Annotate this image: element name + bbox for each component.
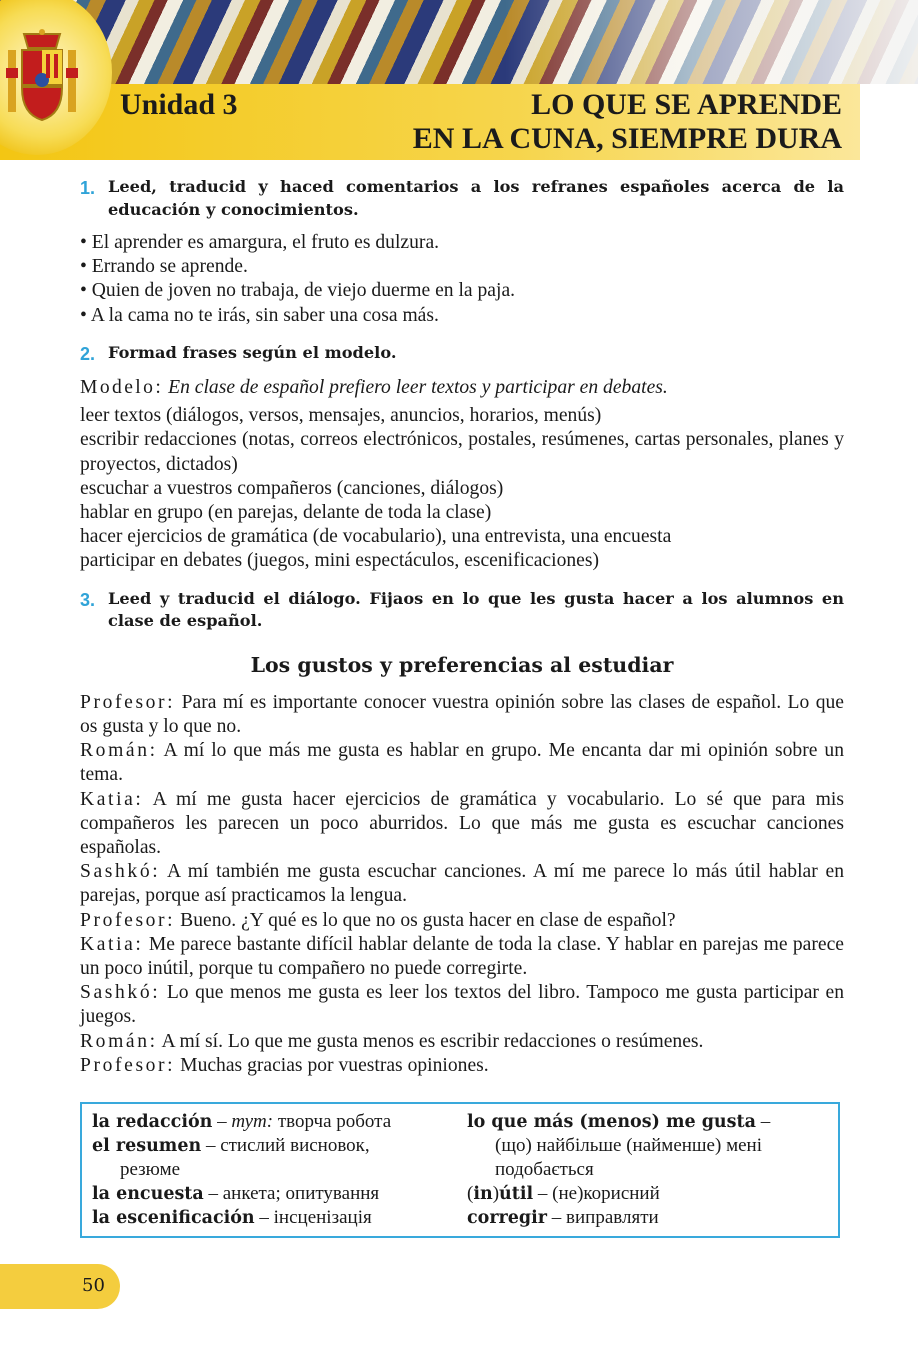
vocab-continuation: (що) найбільше (найменше) мені <box>495 1135 762 1156</box>
dialog-text: A mí también me gusta escuchar canciones. A mí me parece lo más útil hablar en parejas, porque así practicamos la lengua. <box>80 861 844 907</box>
speaker: Román: <box>80 1030 158 1052</box>
dialog-text: Lo que menos me gusta es leer los textos del libro. Tampoco me gusta participar en juegos. <box>80 982 844 1028</box>
vocab-definition: інсценізація <box>273 1207 372 1228</box>
vocab-term: útil <box>499 1184 534 1204</box>
speaker: Sashkó: <box>80 861 161 883</box>
proverb-item: • El aprender es amargura, el fruto es dulzura. <box>80 231 844 255</box>
vocab-entry <box>92 1134 453 1158</box>
dialog-line <box>80 1030 844 1054</box>
speaker: Profesor: <box>80 909 176 931</box>
vocab-definition: творча робота <box>273 1111 392 1132</box>
speaker: Sashkó: <box>80 982 161 1004</box>
vocab-term: lo que más (menos) me gusta <box>467 1112 756 1132</box>
model-text: En clase de español prefiero leer textos y participar en debates. <box>168 377 668 399</box>
page-number: 50 <box>82 1275 105 1296</box>
exercise-3 <box>80 588 844 633</box>
vocab-term: el resumen <box>92 1136 202 1156</box>
unit-title-line1: LO QUE SE APRENDE <box>531 88 842 121</box>
phrase-line: participar en debates (juegos, mini espectáculos, escenificaciones) <box>80 550 600 572</box>
phrase-line: leer textos (diálogos, versos, mensajes, anuncios, horarios, menús) <box>80 405 602 427</box>
vocab-term: corregir <box>467 1208 548 1228</box>
dialog-text: Para mí es importante conocer vuestra opinión sobre las clases de español. Lo que os gusta y lo que no. <box>80 691 844 738</box>
dialog-title: Los gustos y preferencias al estudiar <box>250 652 674 677</box>
vocab-entry <box>92 1206 453 1230</box>
vocab-paren: ) <box>492 1183 500 1204</box>
vocab-separator: – <box>212 1111 232 1132</box>
phrase-options <box>80 404 844 573</box>
vocab-definition: виправляти <box>566 1207 659 1228</box>
vocab-entry <box>467 1110 828 1134</box>
page-content <box>80 176 844 1078</box>
proverb-list <box>80 231 844 328</box>
vocab-definition: стислий висновок, <box>220 1135 370 1156</box>
speaker: Profesor: <box>80 1054 176 1076</box>
dialog-line <box>80 933 844 981</box>
vocabulary-column-right <box>453 1110 828 1236</box>
vocab-entry <box>92 1182 453 1206</box>
dialog-line <box>80 860 844 908</box>
dialog-text: Muchas gracias por vuestras opiniones. <box>180 1054 489 1076</box>
phrase-line: escribir redacciones (notas, correos electrónicos, postales, resúmenes, cartas personales, planes y proyectos, dictados) <box>80 429 844 475</box>
exercise-2 <box>80 342 844 366</box>
speaker: Román: <box>80 740 158 762</box>
exercise-number: 2. <box>80 343 96 364</box>
dialog-line <box>80 909 844 933</box>
proverb-item: • Quien de joven no trabaja, de viejo duerme en la paja. <box>80 279 844 303</box>
vocab-entry <box>467 1182 828 1206</box>
vocab-term: la encuesta <box>92 1184 204 1204</box>
dialog-line <box>80 981 844 1029</box>
dialog-text: A mí sí. Lo que me gusta menos es escribir redacciones o resúmenes. <box>161 1030 704 1052</box>
vocab-continuation: резюме <box>120 1159 181 1180</box>
vocab-note: тут: <box>231 1111 274 1132</box>
vocab-separator: – <box>533 1183 553 1204</box>
vocab-continuation: подобається <box>495 1159 594 1180</box>
dialog-text: A mí me gusta hacer ejercicios de gramática y vocabulario. Lo sé que para mis compañeros les parecen un poco aburridos. Lo que más me gusta es escuchar canciones españolas. <box>80 788 844 859</box>
exercise-instruction: Leed y traducid el diálogo. Fijaos en lo que les gusta hacer a los alumnos en clase de español. <box>108 588 844 631</box>
dialog-line <box>80 788 844 861</box>
exercise-instruction: Leed, traducid y haced comentarios a los refranes españoles acerca de la educación y conocimientos. <box>108 177 844 219</box>
exercise-1 <box>80 176 844 221</box>
dialog <box>80 691 844 1078</box>
exercise-instruction: Formad frases según el modelo. <box>108 342 397 362</box>
exercise-number: 3. <box>80 589 96 610</box>
vocabulary-box <box>80 1102 840 1238</box>
vocab-paren: ( <box>467 1183 474 1204</box>
proverb-item: • A la cama no te irás, sin saber una cosa más. <box>80 304 844 328</box>
phrase-line: hacer ejercicios de gramática (de vocabulario), una entrevista, una encuesta <box>80 526 672 548</box>
spain-coat-of-arms-icon <box>6 28 78 128</box>
phrase-line: escuchar a vuestros compañeros (canciones, diálogos) <box>80 477 504 499</box>
vocab-separator: – <box>201 1135 221 1156</box>
exercise-number: 1. <box>80 178 96 198</box>
vocab-term: la escenificación <box>92 1208 255 1228</box>
dialog-line <box>80 739 844 787</box>
vocab-definition: анкета; опитування <box>222 1183 380 1204</box>
speaker: Profesor: <box>80 691 176 713</box>
unit-title-line2: EN LA CUNA, SIEMPRE DURA <box>412 122 842 155</box>
dialog-text: Me parece bastante difícil hablar delante de toda la clase. Y hablar en parejas me parece un poco inútil, porque tu compañero no puede corregirte. <box>80 933 844 980</box>
vocab-separator: – <box>203 1183 223 1204</box>
model-sentence <box>80 376 844 400</box>
dialog-text: Bueno. ¿Y qué es lo que no os gusta hacer en clase de español? <box>180 909 676 931</box>
speaker: Katia: <box>80 788 144 810</box>
proverb-item: • Errando se aprende. <box>80 255 844 279</box>
model-label: Modelo: <box>80 377 164 399</box>
header-mosaic-banner <box>0 0 918 84</box>
vocab-term: in <box>473 1184 493 1204</box>
vocabulary-column-left <box>92 1110 453 1236</box>
vocab-entry <box>467 1206 828 1230</box>
unit-title <box>413 88 842 156</box>
unit-label: Unidad 3 <box>120 88 238 121</box>
vocab-entry <box>92 1110 453 1134</box>
speaker: Katia: <box>80 933 144 955</box>
vocab-term: la redacción <box>92 1112 213 1132</box>
vocab-separator: – <box>755 1111 771 1132</box>
vocab-definition: (не)корисний <box>552 1183 660 1204</box>
dialog-text: A mí lo que más me gusta es hablar en grupo. Me encanta dar mi opinión sobre un tema. <box>80 740 844 786</box>
vocab-separator: – <box>254 1207 274 1228</box>
vocab-separator: – <box>547 1207 567 1228</box>
phrase-line: hablar en grupo (en parejas, delante de toda la clase) <box>80 502 492 524</box>
dialog-line <box>80 1054 844 1078</box>
dialog-line <box>80 691 844 739</box>
